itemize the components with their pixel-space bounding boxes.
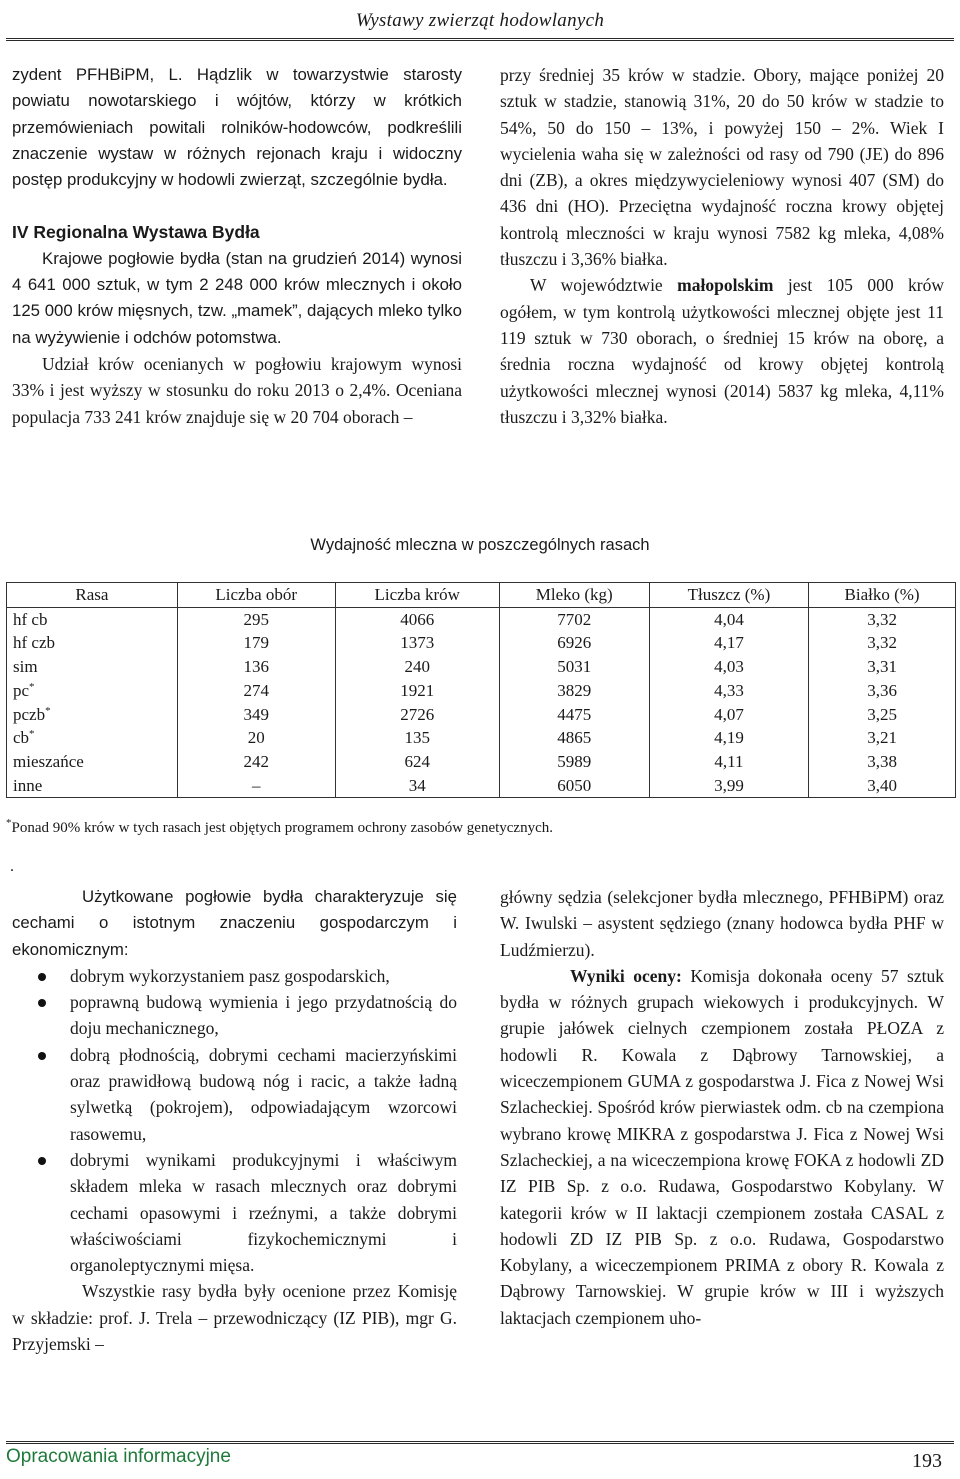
breed-name: pczb — [13, 704, 46, 724]
text: jest 105 000 krów ogółem, w tym kontrolą użytkowości mlecznej objęte jest 11 119 sztuk w 730 oborach, o średniej 15 krów na oborę, a średnia roczna wydajność od krowy objętej kontrolą użytkowości mlecznej wynosi (2014) 5837 kg mleka, 4,11% tłuszczu i 3,32% białka. — [500, 275, 944, 427]
breed-cell — [7, 726, 178, 750]
herds-cell: 179 — [177, 631, 335, 655]
protein-cell: 3,38 — [809, 750, 956, 774]
cows-cell: 34 — [335, 774, 499, 798]
table-row — [7, 631, 956, 655]
protein-cell: 3,32 — [809, 607, 956, 631]
cows-cell: 624 — [335, 750, 499, 774]
footnote-mark: * — [29, 728, 35, 741]
footnote-mark: * — [29, 680, 35, 693]
column-header: Rasa — [7, 583, 178, 608]
stray-dot: . — [10, 858, 14, 875]
left-column-top — [12, 62, 462, 430]
herds-cell: 136 — [177, 655, 335, 679]
bold-text: Wyniki oceny: — [570, 965, 682, 986]
breed-cell — [7, 774, 178, 798]
herds-cell: 295 — [177, 607, 335, 631]
breed-cell — [7, 679, 178, 703]
breed-cell — [7, 703, 178, 727]
herds-cell: 20 — [177, 726, 335, 750]
header-rule — [6, 38, 954, 41]
fat-cell: 4,33 — [649, 679, 808, 703]
table-row — [7, 607, 956, 631]
list-item: dobrymi wynikami produkcyjnymi i właściwym składem mleka w rasach mlecznych oraz dobrymi cechami opasowymi i rzeźnymi, a także dobrymi właściwościami fizykochemicznymi i organoleptycznymi mięsa. — [12, 1147, 457, 1278]
page-number: 193 — [912, 1450, 942, 1472]
milk-cell: 3829 — [499, 679, 649, 703]
list-item: dobrym wykorzystaniem pasz gospodarskich, — [12, 963, 457, 989]
table-row — [7, 750, 956, 774]
herds-cell: 274 — [177, 679, 335, 703]
milk-cell: 4865 — [499, 726, 649, 750]
bold-text: małopolskim — [677, 275, 774, 296]
left-column-bottom — [12, 884, 457, 1357]
milk-cell: 6926 — [499, 631, 649, 655]
cows-cell: 1921 — [335, 679, 499, 703]
milk-cell: 6050 — [499, 774, 649, 798]
right-column-bottom — [500, 884, 944, 1331]
herds-cell: – — [177, 774, 335, 798]
breed-name: sim — [13, 657, 38, 677]
breed-name: inne — [13, 775, 43, 795]
milk-cell: 5989 — [499, 750, 649, 774]
paragraph: Udział krów ocenianych w pogłowiu krajowym wynosi 33% i jest wyższy w stosunku do roku 2013 o 2,4%. Oceniana populacja 733 241 krów znajduje się w 20 704 oborach – — [12, 353, 462, 427]
column-header: Białko (%) — [809, 583, 956, 608]
paragraph: Krajowe pogłowie bydła (stan na grudzień 2014) wynosi 4 641 000 sztuk, w tym 2 248 000 krów mlecznych i około 125 000 krów mięsnych, tzw. „mamek”, dających mleko tylko na wyżywienie i odchów potomstwa. — [12, 248, 462, 347]
protein-cell: 3,25 — [809, 703, 956, 727]
milk-cell: 7702 — [499, 607, 649, 631]
milk-cell: 4475 — [499, 703, 649, 727]
breed-cell — [7, 750, 178, 774]
table-row — [7, 774, 956, 798]
herds-cell: 242 — [177, 750, 335, 774]
column-header: Liczba obór — [177, 583, 335, 608]
breed-name: mieszańce — [13, 751, 84, 771]
protein-cell: 3,40 — [809, 774, 956, 798]
text: Komisja dokonała oceny 57 sztuk bydła w różnych grupach wiekowych i produkcyjnych. W grupie jałówek cielnych czempionem została PŁOZA z hodowli R. Kowala z Dąbrowy Tarnowskiej, a wiceczempionem GUMA z gospodarstwa J. Fica z Nowej Wsi Szlacheckiej. Spośród krów pierwiastek odm. cb na czempiona wybrano krowę MIKRA z gospodarstwa J. Fica z Nowej Wsi Szlacheckiej, a na wiceczempiona krowę FOKA z hodowli ZD IZ PIB Sp. z o.o. Rudawa, Gospodarstwo Kobylany. W kategorii krów w II laktacji czempionem została CASAL z hodowli ZD IZ PIB Sp. z o.o. Rudawa, Gospodarstwo Kobylany, a wiceczempionem PRIMA z obory R. Kowala z Dąbrowy Tarnowskiej. W grupie krów w III i wyższych laktacjach czempionem uho- — [500, 965, 944, 1328]
protein-cell: 3,21 — [809, 726, 956, 750]
milk-cell: 5031 — [499, 655, 649, 679]
paragraph — [500, 272, 944, 430]
footnote-mark: * — [6, 817, 12, 829]
protein-cell: 3,36 — [809, 679, 956, 703]
fat-cell: 3,99 — [649, 774, 808, 798]
paragraph — [500, 963, 944, 1331]
running-header-title: Wystawy zwierząt hodowlanych — [355, 10, 605, 31]
fat-cell: 4,07 — [649, 703, 808, 727]
herds-cell: 349 — [177, 703, 335, 727]
breed-name: cb — [13, 728, 30, 748]
column-header: Mleko (kg) — [499, 583, 649, 608]
table-row — [7, 703, 956, 727]
paragraph: Wszystkie rasy bydła były ocenione przez Komisję w składzie: prof. J. Trela – przewodniczący (IZ PIB), mgr G. Przyjemski – — [12, 1281, 457, 1355]
text: W województwie — [530, 275, 678, 296]
paragraph: Użytkowane pogłowie bydła charakteryzuje się cechami o istotnym znaczeniu gospodarczym i ekonomicznym: — [12, 887, 457, 959]
table-caption: Wydajność mleczna w poszczególnych rasach — [310, 536, 650, 554]
breed-name: hf czb — [13, 633, 56, 653]
fat-cell: 4,03 — [649, 655, 808, 679]
paragraph: zydent PFHBiPM, L. Hądzlik w towarzystwie starosty powiatu nowotarskiego i wójtów, którzy w krótkich przemówieniach powitali rolników-hodowców, podkreślili znaczenie wystaw w różnych rejonach kraju i widoczny postęp produkcyjny w hodowli zwierząt, szczególnie bydła. — [12, 65, 462, 190]
protein-cell: 3,31 — [809, 655, 956, 679]
breed-name: hf cb — [13, 609, 48, 629]
list-item: poprawną budową wymienia i jego przydatnością do doju mechanicznego, — [12, 989, 457, 1042]
fat-cell: 4,19 — [649, 726, 808, 750]
footnote-text: Ponad 90% krów w tych rasach jest objętych programem ochrony zasobów genetycznych. — [11, 820, 554, 836]
column-header: Liczba krów — [335, 583, 499, 608]
cows-cell: 2726 — [335, 703, 499, 727]
cows-cell: 1373 — [335, 631, 499, 655]
table-row — [7, 655, 956, 679]
paragraph: przy średniej 35 krów w stadzie. Obory, mające poniżej 20 sztuk w stadzie, stanowią 31%, 20 do 50 krów w stadzie to 54%, 50 do 150 – 13%, i powyżej 150 – 2%. Wiek I wycielenia waha się w zależności od rasy od 790 (JE) do 896 dni (ZB), a okres międzywycieleniowy wynosi 407 (SM) do 436 dni (HO). Przeciętna wydajność roczna krowy objętej kontrolą mleczności w kraju wynosi 7582 kg mleka, 4,08% tłuszczu i 3,36% białka. — [500, 65, 944, 270]
breed-cell — [7, 607, 178, 631]
column-header: Tłuszcz (%) — [649, 583, 808, 608]
cows-cell: 135 — [335, 726, 499, 750]
table-header-row — [7, 583, 956, 608]
right-column-top — [500, 62, 944, 430]
footer-rule — [6, 1441, 954, 1444]
breed-yield-table — [6, 582, 956, 798]
fat-cell: 4,11 — [649, 750, 808, 774]
paragraph: główny sędzia (selekcjoner bydła mlecznego, PFHBiPM) oraz W. Iwulski – asystent sędziego (znany hodowca bydła PHF w Ludźmierzu). — [500, 887, 944, 960]
bullet-list — [12, 963, 457, 1279]
protein-cell: 3,32 — [809, 631, 956, 655]
cows-cell: 240 — [335, 655, 499, 679]
table-footnote — [6, 817, 554, 837]
fat-cell: 4,04 — [649, 607, 808, 631]
cows-cell: 4066 — [335, 607, 499, 631]
breed-cell — [7, 631, 178, 655]
breed-cell — [7, 655, 178, 679]
footer-publication-name: Opracowania informacyjne — [6, 1446, 231, 1467]
table-row — [7, 679, 956, 703]
section-heading: IV Regionalna Wystawa Bydła — [12, 222, 260, 243]
footnote-mark: * — [45, 704, 51, 717]
table-row — [7, 726, 956, 750]
list-item: dobrą płodnością, dobrymi cechami macierzyńskimi oraz prawidłową budową nóg i racic, a także ładną sylwetką (pokrojem), odpowiadającym wzorcowi rasowemu, — [12, 1042, 457, 1147]
breed-name: pc — [13, 680, 30, 700]
fat-cell: 4,17 — [649, 631, 808, 655]
